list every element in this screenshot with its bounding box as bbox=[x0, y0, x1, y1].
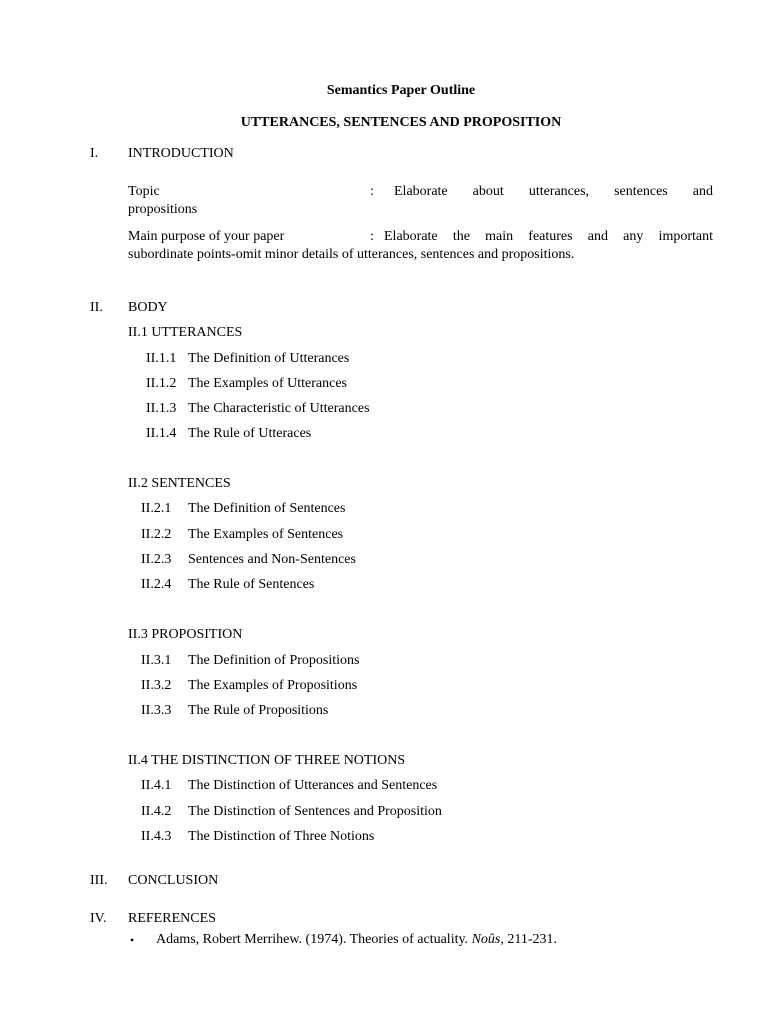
outline-item-number: II.1.1 bbox=[146, 351, 177, 366]
section-number-references: IV. bbox=[90, 911, 107, 926]
subsection-heading: II.3 PROPOSITION bbox=[128, 627, 243, 642]
outline-item-text: The Rule of Propositions bbox=[188, 703, 329, 718]
outline-item-number: II.2.4 bbox=[141, 577, 172, 592]
outline-item-text: The Characteristic of Utterances bbox=[188, 401, 370, 416]
outline-item-text: The Rule of Sentences bbox=[188, 577, 315, 592]
outline-item-text: Sentences and Non-Sentences bbox=[188, 552, 356, 567]
purpose-value-line1: Elaborate the main features and any important bbox=[384, 229, 713, 244]
bullet-icon: • bbox=[130, 933, 135, 947]
topic-colon: : bbox=[370, 184, 374, 199]
topic-value-line1: Elaborate about utterances, sentences and bbox=[394, 184, 713, 199]
purpose-label: Main purpose of your paper bbox=[128, 229, 285, 244]
reference-entry bbox=[156, 931, 557, 949]
outline-item-number: II.2.3 bbox=[141, 552, 172, 567]
subsection-heading: II.1 UTTERANCES bbox=[128, 325, 243, 340]
reference-pages: , 211-231. bbox=[500, 932, 558, 947]
outline-item-number: II.2.1 bbox=[141, 501, 172, 516]
outline-item-text: The Definition of Utterances bbox=[188, 351, 350, 366]
outline-item-text: The Rule of Utteraces bbox=[188, 426, 312, 441]
section-number-body: II. bbox=[90, 300, 103, 315]
outline-item-text: The Definition of Sentences bbox=[188, 501, 346, 516]
subsection-heading: II.4 THE DISTINCTION OF THREE NOTIONS bbox=[128, 753, 406, 768]
document-subtitle: UTTERANCES, SENTENCES AND PROPOSITION bbox=[240, 115, 562, 130]
section-heading-intro: INTRODUCTION bbox=[128, 146, 234, 161]
outline-item-number: II.1.2 bbox=[146, 376, 177, 391]
outline-item-number: II.4.2 bbox=[141, 804, 172, 819]
outline-item-text: The Distinction of Utterances and Sentences bbox=[188, 778, 438, 793]
outline-item-number: II.1.4 bbox=[146, 426, 177, 441]
purpose-value-line2: subordinate points-omit minor details of utterances, sentences and propositions. bbox=[128, 247, 575, 262]
outline-item-number: II.3.1 bbox=[141, 653, 172, 668]
section-heading-conclusion: CONCLUSION bbox=[128, 873, 219, 888]
document-title: Semantics Paper Outline bbox=[326, 83, 476, 98]
outline-item-number: II.4.1 bbox=[141, 778, 172, 793]
section-number-conclusion: III. bbox=[90, 873, 108, 888]
outline-item-number: II.3.3 bbox=[141, 703, 172, 718]
purpose-colon: : bbox=[370, 229, 374, 244]
outline-item-text: The Examples of Utterances bbox=[188, 376, 347, 391]
section-heading-body: BODY bbox=[128, 300, 168, 315]
outline-item-text: The Distinction of Three Notions bbox=[188, 829, 375, 844]
outline-item-text: The Examples of Propositions bbox=[188, 678, 358, 693]
reference-journal: Noûs bbox=[471, 932, 501, 947]
subsection-heading: II.2 SENTENCES bbox=[128, 476, 231, 491]
outline-item-text: The Definition of Propositions bbox=[188, 653, 360, 668]
topic-value-line2: propositions bbox=[128, 202, 198, 217]
topic-label: Topic bbox=[128, 184, 160, 199]
outline-item-number: II.2.2 bbox=[141, 527, 172, 542]
outline-item-text: The Distinction of Sentences and Proposition bbox=[188, 804, 442, 819]
section-heading-references: REFERENCES bbox=[128, 911, 216, 926]
outline-item-number: II.3.2 bbox=[141, 678, 172, 693]
outline-item-number: II.1.3 bbox=[146, 401, 177, 416]
outline-item-text: The Examples of Sentences bbox=[188, 527, 344, 542]
outline-item-number: II.4.3 bbox=[141, 829, 172, 844]
section-number-intro: I. bbox=[90, 146, 99, 161]
reference-text: Adams, Robert Merrihew. (1974). Theories of actuality. bbox=[156, 932, 472, 947]
